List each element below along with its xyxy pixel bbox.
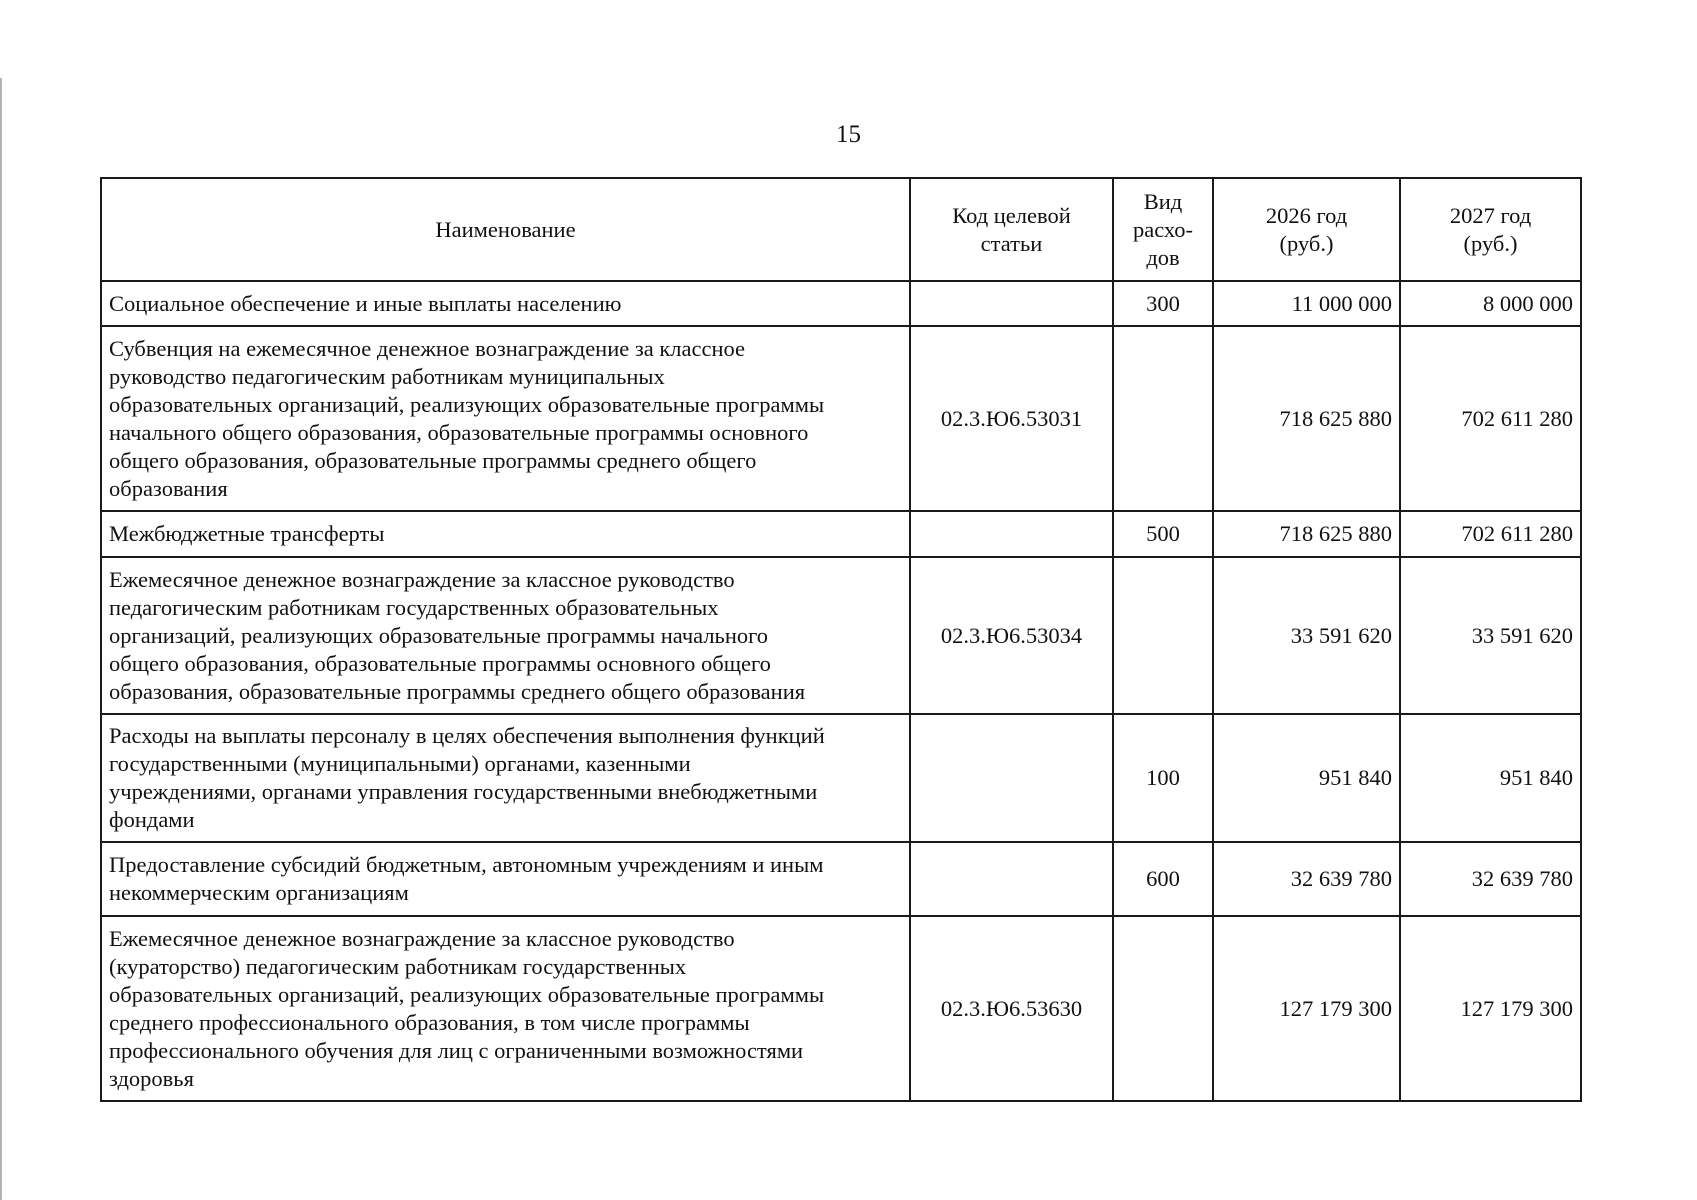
page-number: 15 xyxy=(836,121,861,148)
row-name-line: руководство педагогическим работникам муниципальных xyxy=(109,363,665,389)
row-amount-2027: 32 639 780 xyxy=(1400,842,1581,916)
row-amount-2026: 718 625 880 xyxy=(1213,511,1400,557)
row-amount-2026: 32 639 780 xyxy=(1213,842,1400,916)
row-name-line: образовательных организаций, реализующих образовательные программы xyxy=(109,981,825,1007)
row-code: 02.3.Ю6.53034 xyxy=(910,557,1113,714)
row-name xyxy=(101,557,910,714)
header-type-line-3: дов xyxy=(1146,244,1180,270)
table-row xyxy=(101,281,1581,326)
row-name-line: начального общего образования, образовательные программы основного xyxy=(109,419,809,445)
header-name-text: Наименование xyxy=(435,216,576,242)
row-name xyxy=(101,511,910,557)
row-name-line: Межбюджетные трансферты xyxy=(109,521,385,546)
row-name-line: образования, образовательные программы среднего общего образования xyxy=(109,678,806,704)
table-row xyxy=(101,326,1581,511)
row-name-line: Ежемесячное денежное вознаграждение за классное руководство xyxy=(109,566,735,592)
row-name xyxy=(101,281,910,326)
header-2026 xyxy=(1213,178,1400,281)
header-2026-line-2: (руб.) xyxy=(1279,230,1334,256)
header-2027-line-1: 2027 год xyxy=(1449,202,1532,228)
row-amount-2027: 702 611 280 xyxy=(1400,326,1581,511)
header-2026-line-1: 2026 год xyxy=(1265,202,1348,228)
row-amount-2027: 702 611 280 xyxy=(1400,511,1581,557)
row-name-line: Предоставление субсидий бюджетным, автономным учреждениям и иным xyxy=(109,852,824,877)
row-expense-type: 100 xyxy=(1113,714,1213,842)
row-code: 02.3.Ю6.53630 xyxy=(910,916,1113,1101)
row-name-line: (кураторство) педагогическим работникам государственных xyxy=(109,953,687,979)
table-row xyxy=(101,842,1581,916)
row-code xyxy=(910,281,1113,326)
row-amount-2027: 127 179 300 xyxy=(1400,916,1581,1101)
row-expense-type: 300 xyxy=(1113,281,1213,326)
row-name-line: общего образования, образовательные программы среднего общего xyxy=(109,447,757,473)
row-expense-type xyxy=(1113,557,1213,714)
header-code-line-1: Код целевой xyxy=(952,202,1071,228)
row-name-line: образовательных организаций, реализующих образовательные программы xyxy=(109,391,825,417)
row-name-line: государственными (муниципальными) органами, казенными xyxy=(109,751,691,776)
row-name-line: здоровья xyxy=(109,1065,194,1091)
row-code xyxy=(910,714,1113,842)
row-amount-2026: 127 179 300 xyxy=(1213,916,1400,1101)
row-amount-2027: 33 591 620 xyxy=(1400,557,1581,714)
header-code-line-2: статьи xyxy=(980,230,1043,256)
row-name-line: Расходы на выплаты персоналу в целях обеспечения выполнения функций xyxy=(109,723,825,748)
budget-table xyxy=(100,177,1582,1102)
row-name-line: организаций, реализующих образовательные программы начального xyxy=(109,622,769,648)
row-expense-type xyxy=(1113,326,1213,511)
row-code xyxy=(910,842,1113,916)
row-name xyxy=(101,842,910,916)
table-row xyxy=(101,714,1581,842)
page-edge-shadow xyxy=(0,78,2,1200)
row-name xyxy=(101,714,910,842)
row-code xyxy=(910,511,1113,557)
row-name-line: учреждениями, органами управления государственными внебюджетными xyxy=(109,779,818,804)
header-type-line-1: Вид xyxy=(1143,188,1183,214)
row-name-line: Субвенция на ежемесячное денежное вознаграждение за классное xyxy=(109,335,746,361)
row-amount-2027: 8 000 000 xyxy=(1400,281,1581,326)
header-code xyxy=(910,178,1113,281)
table-header-row xyxy=(101,178,1581,281)
row-amount-2027: 951 840 xyxy=(1400,714,1581,842)
header-2027-line-2: (руб.) xyxy=(1463,230,1518,256)
row-name xyxy=(101,916,910,1101)
table-row xyxy=(101,557,1581,714)
row-name-line: образования xyxy=(109,475,228,501)
table-row xyxy=(101,511,1581,557)
row-name-line: Ежемесячное денежное вознаграждение за классное руководство xyxy=(109,925,735,951)
row-amount-2026: 718 625 880 xyxy=(1213,326,1400,511)
row-expense-type: 500 xyxy=(1113,511,1213,557)
row-expense-type: 600 xyxy=(1113,842,1213,916)
row-name-line: среднего профессионального образования, в том числе программы xyxy=(109,1009,750,1035)
row-amount-2026: 33 591 620 xyxy=(1213,557,1400,714)
header-name xyxy=(101,178,910,281)
row-name-line: общего образования, образовательные программы основного общего xyxy=(109,650,771,676)
row-name-line: некоммерческим организациям xyxy=(109,880,409,905)
row-code: 02.3.Ю6.53031 xyxy=(910,326,1113,511)
row-name-line: педагогическим работникам государственных образовательных xyxy=(109,594,719,620)
header-type-line-2: расхо- xyxy=(1132,216,1194,242)
row-amount-2026: 11 000 000 xyxy=(1213,281,1400,326)
header-type xyxy=(1113,178,1213,281)
row-name xyxy=(101,326,910,511)
row-name-line: Социальное обеспечение и иные выплаты населению xyxy=(109,290,622,316)
row-expense-type xyxy=(1113,916,1213,1101)
header-2027 xyxy=(1400,178,1581,281)
row-amount-2026: 951 840 xyxy=(1213,714,1400,842)
row-name-line: фондами xyxy=(109,807,195,832)
table-row xyxy=(101,916,1581,1101)
row-name-line: профессионального обучения для лиц с ограниченными возможностями xyxy=(109,1037,804,1063)
